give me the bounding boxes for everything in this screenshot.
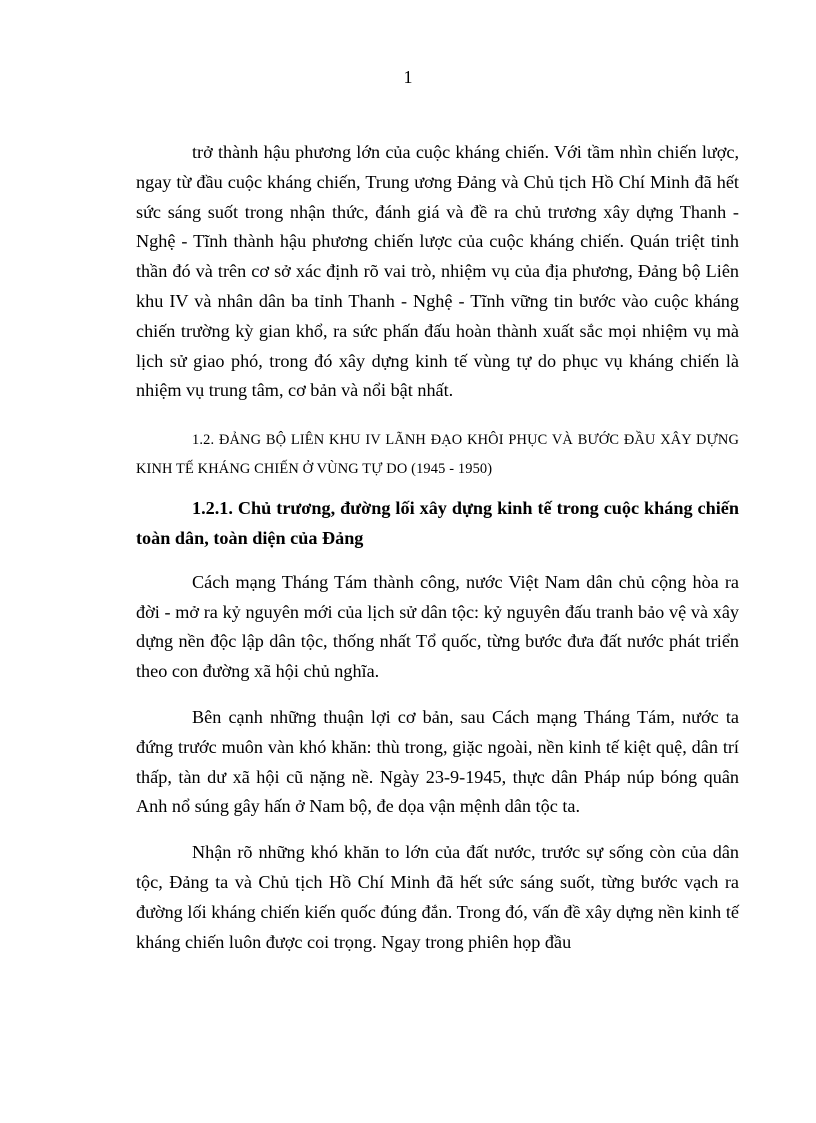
body-paragraph: Nhận rõ những khó khăn to lớn của đất nước, trước sự sống còn của dân tộc, Đảng ta và Chủ tịch Hồ Chí Minh đã hết sức sáng suốt, từng bước vạch ra đường lối kháng chiến kiến quốc đúng đắn. Trong đó, vấn đề xây dựng nền kinh tế kháng chiến luôn được coi trọng. Ngay trong phiên họp đầu: [136, 842, 739, 952]
section-heading: 1.2. ĐẢNG BỘ LIÊN KHU IV LÃNH ĐẠO KHÔI PHỤC VÀ BƯỚC ĐẦU XÂY DỰNG KINH TẾ KHÁNG CHIẾN Ở VÙNG TỰ DO (1945 - 1950): [136, 432, 739, 478]
subsection-heading: 1.2.1. Chủ trương, đường lối xây dựng kinh tế trong cuộc kháng chiến toàn dân, toàn diện của Đảng: [136, 498, 739, 548]
page-content: [136, 138, 739, 973]
body-paragraph: Bên cạnh những thuận lợi cơ bản, sau Cách mạng Tháng Tám, nước ta đứng trước muôn vàn khó khăn: thù trong, giặc ngoài, nền kinh tế kiệt quệ, dân trí thấp, tàn dư xã hội cũ nặng nề. Ngày 23-9-1945, thực dân Pháp núp bóng quân Anh nổ súng gây hấn ở Nam bộ, đe dọa vận mệnh dân tộc ta.: [136, 706, 739, 817]
page-number: 1: [403, 67, 413, 87]
body-paragraph: trở thành hậu phương lớn của cuộc kháng chiến. Với tầm nhìn chiến lược, ngay từ đầu cuộc kháng chiến, Trung ương Đảng và Chủ tịch Hồ Chí Minh đã hết sức sáng suốt trong nhận thức, đánh giá và đề ra chủ trương xây dựng Thanh - Nghệ - Tĩnh thành hậu phương chiến lược của cuộc kháng chiến. Quán triệt tinh thần đó và trên cơ sở xác định rõ vai trò, nhiệm vụ của địa phương, Đảng bộ Liên khu IV và nhân dân ba tỉnh Thanh - Nghệ - Tĩnh vững tin bước vào cuộc kháng chiến trường kỳ gian khổ, ra sức phấn đấu hoàn thành xuất sắc mọi nhiệm vụ mà lịch sử giao phó, trong đó xây dựng kinh tế vùng tự do phục vụ kháng chiến là nhiệm vụ trung tâm, cơ bản và nổi bật nhất.: [136, 142, 739, 401]
body-paragraph: Cách mạng Tháng Tám thành công, nước Việt Nam dân chủ cộng hòa ra đời - mở ra kỷ nguyên mới của lịch sử dân tộc: kỷ nguyên đấu tranh bảo vệ và xây dựng nền độc lập dân tộc, thống nhất Tổ quốc, từng bước đưa đất nước phát triển theo con đường xã hội chủ nghĩa.: [136, 571, 739, 682]
